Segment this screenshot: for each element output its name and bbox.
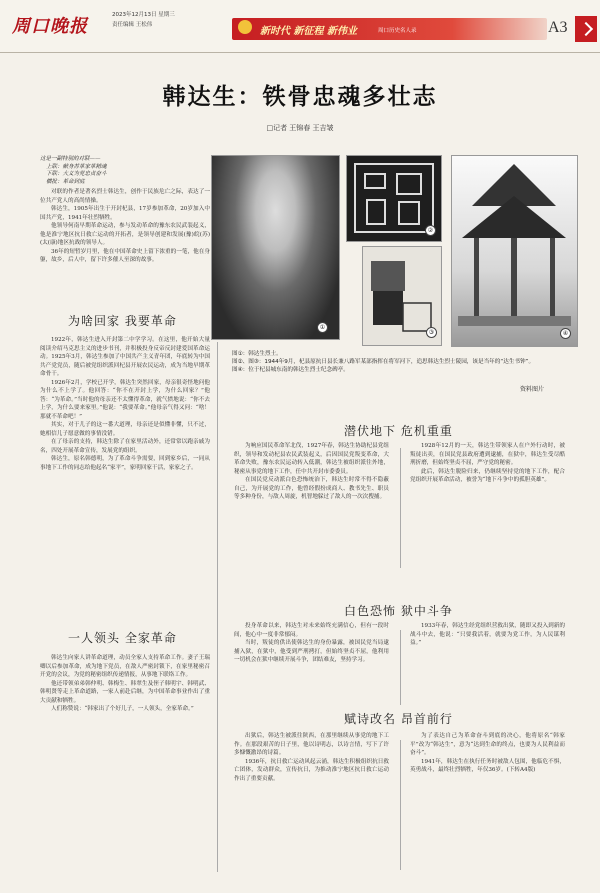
next-page-arrow-icon[interactable] (575, 16, 597, 42)
banner-subtitle: 周口历史名人录 (378, 28, 417, 34)
paragraph: 1926年2月，学校已开学，韩达生突然回家，母亲很奇怪地问他为什么不上学了。他回答：“你不在开封上学，为什么回家？”他答：“为革命。”当时他的母亲还不太懂得革命，就气愤地说：“你不去上学，为什么要来家里。”他说：“我要革命。”他母亲气得又问：“啥！那就不革命吧！” (40, 379, 210, 420)
section-heading: 白色恐怖 狱中斗争 (344, 604, 453, 618)
section-body (234, 732, 389, 783)
paragraph: 对联的作者是著名烈士韩达生，创作于民族危亡之际，表达了一位共产党人的高尚情操。 (40, 189, 210, 204)
paragraph: 韩达生，1905年出生于开封杞县，17岁参加革命，20岁加入中国共产党，1941年壮烈牺牲。 (40, 206, 210, 221)
photo-credit: 资料图片 (520, 386, 545, 393)
column-divider (400, 448, 401, 568)
column-divider (217, 342, 218, 872)
intro-paragraphs (40, 188, 210, 265)
newspaper-logo: 周口晚报 (12, 16, 88, 37)
photo-number-badge: ② (425, 225, 436, 236)
column-divider (400, 630, 401, 705)
pavilion-drawing (452, 156, 577, 346)
photo-number-badge: ③ (426, 327, 437, 338)
photo-number-badge: ① (317, 322, 328, 333)
party-emblem-icon (238, 20, 252, 34)
paragraph: 1922年，韩达生进入开封第二中学学习。在这里，他开始大量阅读介绍马克思主义的进步书刊，并积极投身反帝反封建爱国革命运动。1925年3月，韩达生参加了中国共产主义青年团，年底转为中国共产党党员，随后被党组织派回杞县开展农民运动，成为当地早期革命骨干。 (40, 337, 210, 377)
paragraph: 36年的短暂岁月里，他在中国革命史上留下浓重的一笔，他在身躯，故乡，后人中，留下许多催人至深的故事。 (40, 248, 210, 263)
section-heading: 一人领头 全家革命 (68, 631, 177, 645)
verse-line: 上联：献身苏革家革精魂 (46, 163, 107, 170)
section-body (410, 442, 565, 485)
caption: 图④：位于杞县城东南的韩达生烈士纪念碑亭。 (232, 367, 349, 373)
paragraph: 投身革命以来，韩达生对未来始终充满信心，但有一段时间，他心中一度非常郁闷。 (234, 623, 389, 638)
issue-date: 2023年12月13日 星期三 (112, 12, 175, 18)
paragraph: 其实，对于儿子的这一番大道理，母亲还是似懂非懂，只不过，她相信儿子愿意做的事情没错。 (40, 422, 210, 437)
paragraph: 在国民党反动派白色恐怖统治下，韩达生时常不得不隐蔽自己，为开展党的工作，他曾经假扮成商人、教书先生、职员等多种身份，与敌人周旋，机智地躲过了敌人的一次次搜捕。 (234, 477, 389, 500)
paragraph: 在了母亲的支持，韩达生除了在家里活动外，还常常以跑亲戚为名，四处开展革命宣传，发展党的组织。 (40, 439, 210, 454)
paragraph: 人们称赞说：“韩家出了个好儿子，一人领头，全家革命。” (51, 706, 194, 712)
article-byline: □记者 王锦春 王吉皱 (266, 124, 334, 132)
paragraph: 为响应国民革命军北伐，1927年春，韩达生协助杞县党组织，领导和发动杞县农民武装起义，后因国民党叛变革命，大革命失败，豫东农民运动转入低潮，韩达生被组织派往外地，秘密从事党的地下工作，任中共开封市委委员。 (234, 443, 389, 475)
section-heading: 潜伏地下 危机重重 (344, 424, 453, 438)
caption: 图①：韩达生烈士。 (232, 351, 282, 357)
paragraph: 此后，韩达生脱险归来，仍继续坚持党的地下工作，配合党组织开展革命活动，被誉为“地下斗争中的孤胆英雄”。 (410, 468, 565, 483)
verse-line: 这是一副特别的对联—— (40, 156, 101, 162)
section-body (40, 336, 210, 472)
paragraph: 1941年，韩达生在执行任务时被敌人包围，他临危不惧，英勇战斗，最终壮烈牺牲，年仅36岁。(下转A4版) (410, 758, 565, 773)
paragraph: 他还带领弟弟韩仲明、韩梅生、韩翠生及侄子韩明宇、韩明武、韩明贤等走上革命道路，一家人前赴后继，为中国革命事业作出了重大贡献和牺牲。 (40, 680, 210, 704)
section-body (40, 654, 210, 714)
paragraph: 当时，叛徒的供出使韩达生的身份暴露，被国民党当局逮捕入狱，在狱中，他受到严刑拷打，但始终坚贞不屈，他利用一切机会在狱中继续开展斗争，团结难友，坚持学习。 (234, 640, 389, 663)
paragraph: 韩达生向家人讲革命道理，动员全家人支持革命工作。妻子王瑞卿以后参加革命，成为地下党员，在敌人严密封锁下，在家里秘密召开党的会议，为党的秘密组织传递情报，从事地下联络工作。 (40, 655, 210, 678)
section-body (410, 732, 565, 775)
paragraph: 为了表达自己为革命奋斗到底的决心，他将原名“韩家平”改为“韩达生”，意为“达到生命的终点，也要为人民利益而奋斗”。 (410, 733, 565, 756)
paragraph: 1928年12月的一天，韩达生带领家人在户外行动时，被叛徒出卖，在国民党县政府遭到逮捕，在狱中，韩达生受尽酷刑折磨，但始终坚贞不屈，严守党的秘密。 (410, 443, 565, 466)
column-divider (400, 740, 401, 870)
couplet-verse (40, 156, 210, 186)
section-heading: 赋诗改名 昂首前行 (344, 712, 453, 726)
paragraph: 他领导何南早期革命运动，参与发动革命的豫东农民武装起义，他是淮宁地区抗日救亡运动的开拓者，是领导创建和发展(豫)皖(苏)(太(康)地区抗战的领导人。 (40, 223, 210, 246)
section-heading: 为啥回家 我要革命 (68, 314, 177, 328)
page-number: A3 (548, 19, 568, 36)
section-body (234, 442, 389, 502)
section-body (234, 622, 389, 665)
verse-line: 横批：革命到底 (46, 178, 85, 185)
caption: 图②、图③：1944年9月，杞县原抗日县长兼八路军某部指挥在将军河下，追思韩达生烈士陵园，该是当年的“达生书钟”。 (232, 359, 535, 365)
photo-number-badge: ④ (560, 328, 571, 339)
verse-line: 下联：大义为党忠贞奋斗 (46, 171, 107, 178)
paragraph: 1936年，抗日救亡运动风起云涌，韩达生积极组织抗日救亡团体，发动群众，宣传抗日，为推动淮宁地区抗日救亡运动作出了重要贡献。 (234, 758, 389, 782)
paragraph: 出狱后，韩达生被派往陕西，在那里继续从事党的地下工作。在那段艰苦的日子里，他以诗明志，以诗言情，写下了许多慷慨激昂的诗篇。 (234, 733, 389, 756)
memorial-pavilion-photo (451, 155, 578, 347)
paragraph: 韩达生，原名韩德明，为了革命斗争需要，回到家乡后，一同从事地下工作的同志给他起名“家平”，家明回家干活，家家之子。 (40, 456, 210, 471)
paragraph: 1933年春，韩达生经党组织营救出狱，随即又投入到新的战斗中去，他说：“只要我活着，就要为党工作，为人民谋利益。” (410, 623, 565, 646)
article-title: 韩达生：铁骨忠魂多壮志 (162, 84, 438, 110)
banner-title: 新时代 新征程 新伟业 (260, 26, 357, 37)
portrait-photo (211, 155, 340, 340)
editor-credit: 责任编辑 王松伟 (112, 22, 153, 28)
section-body (410, 622, 565, 648)
photo-captions (232, 350, 577, 374)
